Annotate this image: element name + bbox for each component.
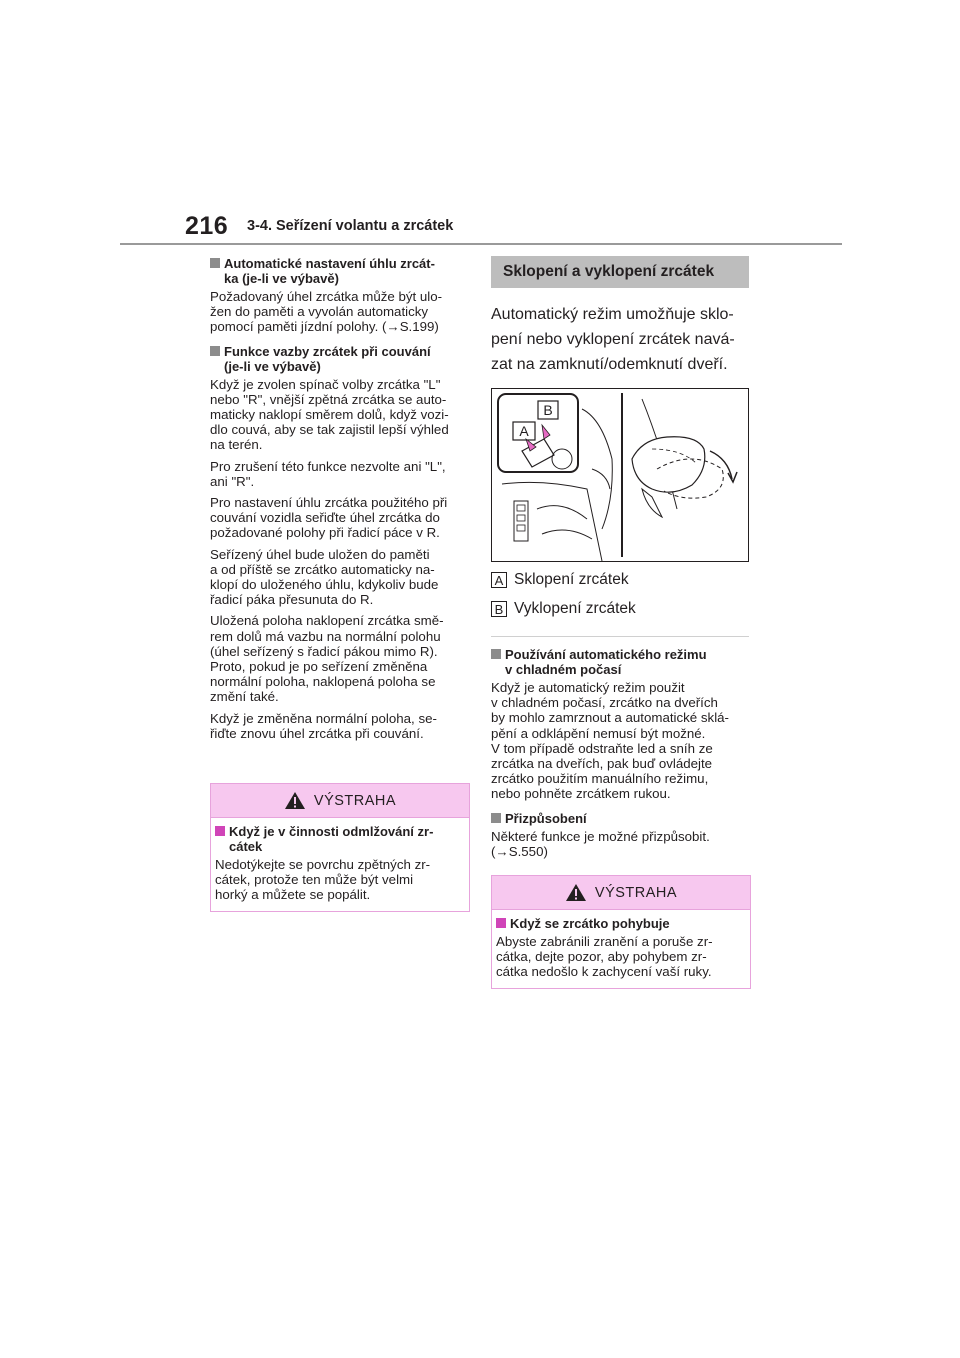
text-line: Když je zvolen spínač volby zrcátka "L" bbox=[210, 376, 441, 392]
legend-item-a bbox=[491, 571, 749, 589]
text-line: Uložená poloha naklopení zrcátka smě- bbox=[210, 613, 444, 629]
warning-box-mirror-moving bbox=[491, 875, 751, 989]
heading-line: Automatické nastavení úhlu zrcát- bbox=[224, 256, 435, 271]
text-line: zrcátko použitím manuálního režimu, bbox=[491, 771, 709, 787]
warning-header bbox=[211, 784, 469, 818]
text-line[interactable]: pomocí paměti jízdní polohy. (→S.199) bbox=[210, 319, 439, 335]
callout-a-label: A bbox=[519, 423, 529, 439]
paragraph bbox=[210, 547, 468, 608]
paragraph bbox=[491, 829, 749, 859]
text-line: cátek, protože ten může být velmi bbox=[215, 872, 414, 888]
text-line: dlo couvá, aby se tak zajistil lepší výhled bbox=[210, 422, 449, 438]
header-rule bbox=[120, 243, 842, 245]
warning-text bbox=[215, 857, 465, 903]
paragraph bbox=[210, 459, 468, 489]
text-line: řadicí páka přesunuta do R. bbox=[210, 592, 374, 608]
heading-line: Přizpůsobení bbox=[505, 810, 587, 826]
text-line: zat na zamknutí/odemknutí dveří. bbox=[491, 356, 728, 373]
text-line: řiďte znovu úhel zrcátka při couvání. bbox=[210, 725, 424, 741]
warning-triangle-icon bbox=[284, 791, 306, 810]
heading-auto-angle bbox=[210, 256, 468, 286]
warning-header bbox=[492, 876, 750, 910]
legend-key-a: A bbox=[491, 572, 507, 588]
text-line: Když je automatický režim použit bbox=[491, 680, 685, 695]
bullet-square-icon bbox=[215, 826, 225, 836]
warning-item-heading bbox=[215, 824, 465, 854]
text-line: a od příště se zrcátko automaticky na- bbox=[210, 561, 435, 577]
text-line: V tom případě odstraňte led a sníh ze bbox=[491, 740, 713, 756]
text-line: změní také. bbox=[210, 689, 279, 705]
text-line: v chladném počasí, zrcátko na dveřích bbox=[491, 695, 718, 711]
heading-cold-weather bbox=[491, 647, 749, 677]
heading-line: Když se zrcátko pohybuje bbox=[510, 916, 670, 931]
callout-b-label: B bbox=[543, 402, 553, 418]
legend-text-a: Sklopení zrcátek bbox=[514, 571, 629, 588]
heading-line: Používání automatického režimu bbox=[505, 647, 707, 662]
text-line: Pro nastavení úhlu zrcátka použitého při bbox=[210, 495, 448, 511]
heading-line: v chladném počasí bbox=[505, 662, 622, 677]
heading-reverse-link bbox=[210, 344, 468, 374]
text-line: pení nebo vyklopení zrcátek navá- bbox=[491, 331, 735, 348]
text-line: požadované polohy při řadicí páce v R. bbox=[210, 525, 440, 541]
heading-line: Když je v činnosti odmlžování zr- bbox=[229, 824, 434, 839]
paragraph bbox=[210, 377, 468, 453]
left-column bbox=[210, 256, 468, 747]
paragraph bbox=[210, 613, 468, 704]
chapter-title: 3-4. Seřízení volantu a zrcátek bbox=[247, 218, 454, 234]
mirror-illustration bbox=[491, 388, 749, 562]
lead-paragraph bbox=[491, 302, 749, 377]
text-line: rem dolů má vazbu na normální polohu bbox=[210, 628, 441, 644]
text-line: Některé funkce je možné přizpůsobit. bbox=[491, 828, 710, 844]
paragraph bbox=[210, 289, 468, 335]
text-line: maticky naklopí směrem dolů, když vozi- bbox=[210, 407, 449, 423]
text-line: Automatický režim umožňuje sklo- bbox=[491, 306, 734, 323]
text-line: horký a můžete se popálit. bbox=[215, 887, 371, 903]
warning-item-heading bbox=[496, 916, 746, 931]
text-line: klopí do uloženého úhlu, kdykoliv bude bbox=[210, 577, 439, 593]
mirror-switch-illustration bbox=[492, 389, 748, 561]
text-line: pění a odklápění nemusí být možné. bbox=[491, 725, 706, 741]
heading-line: (je-li ve výbavě) bbox=[224, 358, 321, 374]
paragraph bbox=[491, 680, 749, 802]
right-column bbox=[491, 256, 749, 865]
text-line: ani "R". bbox=[210, 473, 255, 489]
text-line: (úhel seřízený s řadicí pákou mimo R). bbox=[210, 643, 438, 659]
text-line: Požadovaný úhel zrcátka může být ulo- bbox=[210, 289, 443, 304]
text-line: couvání vozidla seřiďte úhel zrcátka do bbox=[210, 510, 440, 526]
warning-title: VÝSTRAHA bbox=[594, 884, 678, 901]
warning-title: VÝSTRAHA bbox=[313, 792, 397, 809]
text-line: Nedotýkejte se povrchu zpětných zr- bbox=[215, 857, 431, 872]
warning-text bbox=[496, 934, 746, 980]
text-line: Pro zrušení této funkce nezvolte ani "L", bbox=[210, 458, 446, 474]
text-line: cátka nedošlo k zachycení vaší ruky. bbox=[496, 964, 712, 980]
text-line: zrcátka na dveřích, pak buď ovládejte bbox=[491, 756, 713, 772]
section-divider bbox=[491, 636, 749, 637]
paragraph bbox=[210, 495, 468, 541]
heading-line: Funkce vazby zrcátek při couvání bbox=[224, 343, 431, 359]
text-line: Když je změněna normální poloha, se- bbox=[210, 710, 437, 726]
text-line: nebo "R", vnější zpětná zrcátka se auto- bbox=[210, 391, 447, 407]
legend-key-b: B bbox=[491, 601, 507, 617]
bullet-square-icon bbox=[491, 813, 501, 823]
text-line: žen do paměti a vyvolán automaticky bbox=[210, 304, 429, 320]
bullet-square-icon bbox=[491, 649, 501, 659]
bullet-square-icon bbox=[210, 258, 220, 268]
text-line: normální poloha, naklopená poloha se bbox=[210, 674, 436, 690]
warning-triangle-icon bbox=[565, 883, 587, 902]
heading-line: ka (je-li ve výbavě) bbox=[224, 271, 339, 286]
text-line: (→S.550) bbox=[491, 843, 548, 859]
legend-item-b bbox=[491, 600, 749, 618]
page-number: 216 bbox=[185, 212, 229, 240]
section-title: Sklopení a vyklopení zrcátek bbox=[491, 256, 749, 288]
heading-customization bbox=[491, 811, 749, 826]
bullet-square-icon bbox=[210, 346, 220, 356]
legend-text-b: Vyklopení zrcátek bbox=[514, 600, 636, 617]
text-line: nebo pohněte zrcátkem rukou. bbox=[491, 786, 671, 802]
text-line: na terén. bbox=[210, 437, 263, 453]
text-line: cátka, dejte pozor, aby pohybem zr- bbox=[496, 949, 707, 965]
warning-box-defog bbox=[210, 783, 470, 912]
text-line: Proto, pokud je po seřízení změněna bbox=[210, 659, 428, 675]
text-line: Abyste zabránili zranění a poruše zr- bbox=[496, 934, 713, 949]
bullet-square-icon bbox=[496, 918, 506, 928]
heading-line: cátek bbox=[229, 839, 263, 854]
text-line: by mohlo zamrznout a automatické sklá- bbox=[491, 710, 729, 726]
text-line: Seřízený úhel bude uložen do paměti bbox=[210, 546, 430, 562]
paragraph bbox=[210, 711, 468, 741]
